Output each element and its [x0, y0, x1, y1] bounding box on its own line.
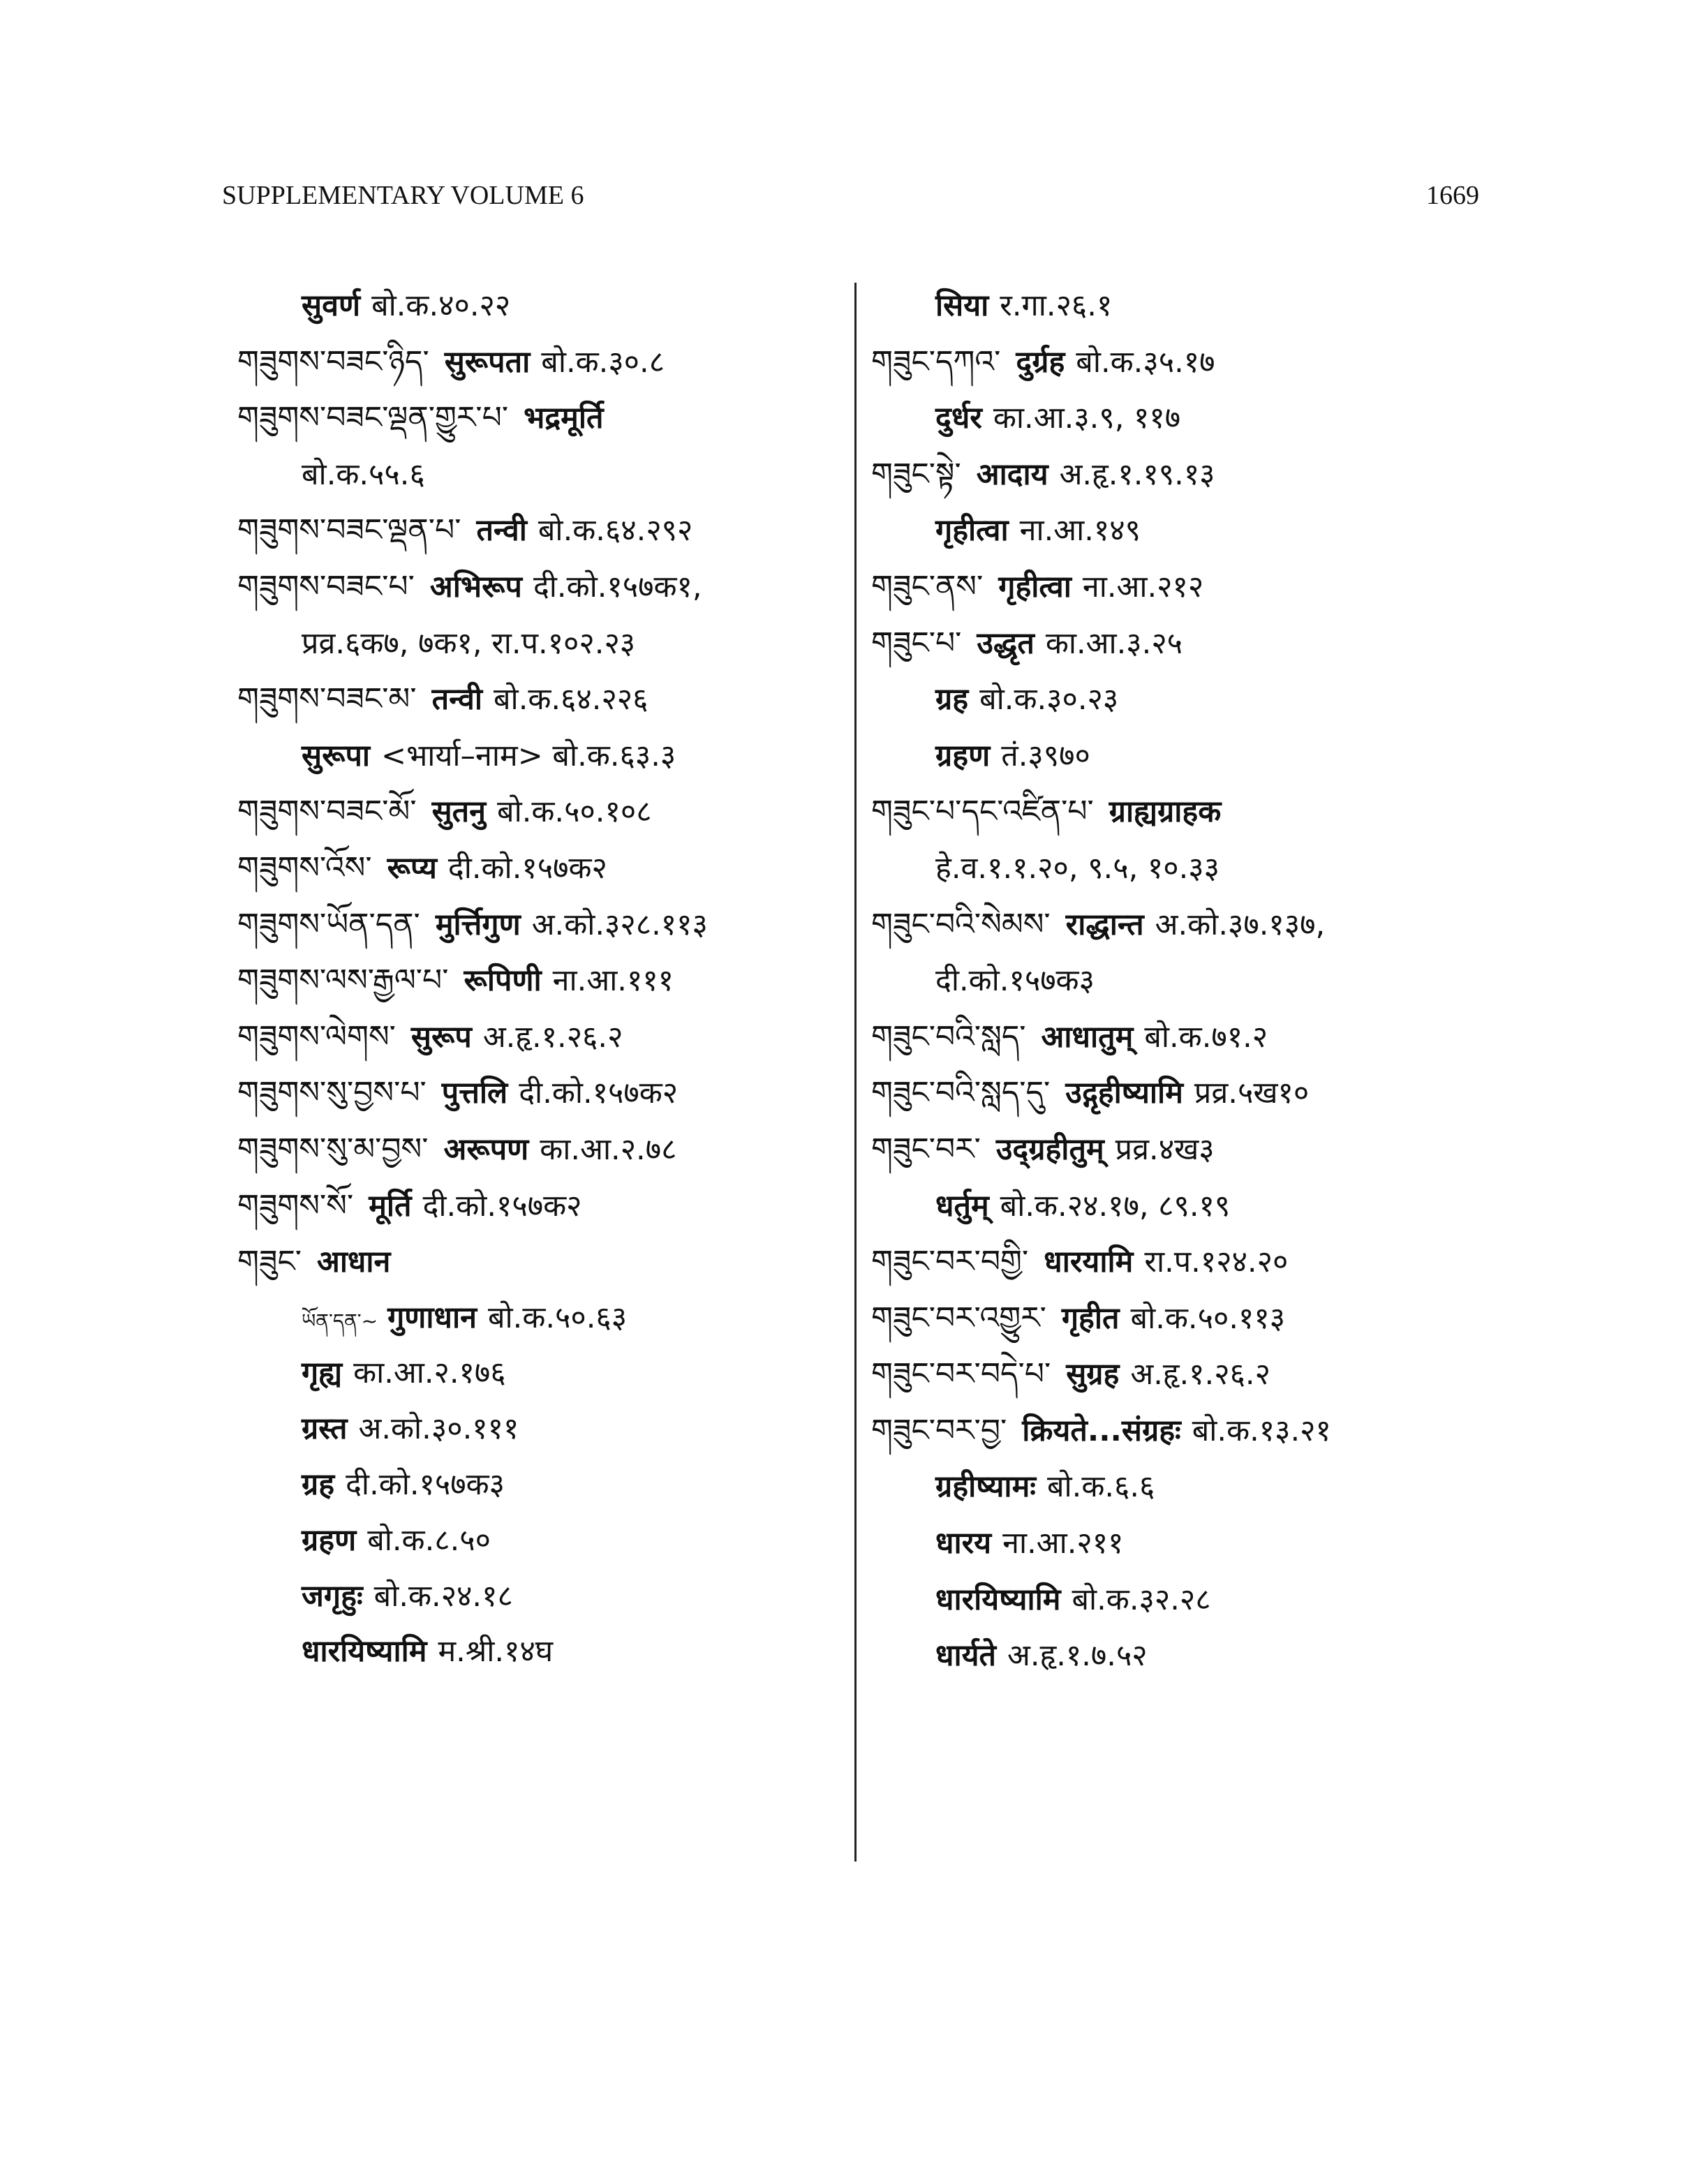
tibetan-compound-prefix: ཡོན་དན་~ — [302, 1309, 378, 1332]
left-column — [237, 278, 838, 1680]
tibetan-headword: གཟུགས་བཟང་ཉིད་ — [237, 343, 429, 380]
source-reference: बो.क.५५.६ — [302, 456, 425, 492]
tibetan-headword: གཟུང་ — [237, 1244, 302, 1280]
sanskrit-equivalent: सुरूपा — [302, 738, 371, 773]
source-reference: अ.हृ.१.७.५२ — [1007, 1638, 1148, 1674]
dictionary-entry — [237, 1291, 838, 1346]
sanskrit-equivalent: गृहीत्वा — [935, 513, 1009, 549]
tibetan-headword: གཟུང་ནས་ — [871, 568, 984, 604]
source-reference: बो.क.६४.२९२ — [538, 513, 693, 549]
source-reference: बो.क.५०.६३ — [487, 1300, 628, 1335]
sanskrit-equivalent: सुरूप — [410, 1019, 472, 1055]
sanskrit-equivalent: दुर्ग्रह — [1016, 344, 1065, 380]
dictionary-entry — [237, 1457, 838, 1513]
source-reference: बो.क.३०.८ — [541, 344, 665, 380]
sanskrit-equivalent: धर्तुम् — [935, 1188, 989, 1224]
dictionary-entry — [237, 1346, 838, 1402]
sanskrit-equivalent: पुत्तलि — [441, 1076, 508, 1111]
dictionary-entry — [871, 1459, 1499, 1515]
source-reference: दी.को.१५७क२ — [447, 850, 607, 886]
source-reference: म.श्री.१४घ — [438, 1634, 554, 1670]
sanskrit-equivalent: अरूपण — [443, 1131, 529, 1167]
sanskrit-equivalent: उद्धृत — [977, 625, 1035, 661]
source-reference: बो.क.६.६ — [1046, 1469, 1155, 1505]
dictionary-entry — [237, 671, 838, 728]
tibetan-headword: གཟུགས་སུ་བྱས་པ་ — [237, 1075, 427, 1111]
source-reference: अ.हृ.१.१९.१३ — [1059, 456, 1215, 492]
source-reference: बो.क.४०.२२ — [371, 288, 511, 323]
source-reference: रा.प.१२४.२० — [1144, 1245, 1289, 1280]
source-reference: का.आ.३.२५ — [1045, 625, 1183, 661]
dictionary-entry — [237, 897, 838, 953]
sanskrit-equivalent: तन्वी — [476, 513, 527, 549]
sanskrit-equivalent: ग्रह — [302, 1467, 335, 1503]
dictionary-entry — [871, 840, 1499, 897]
dictionary-entry — [871, 1403, 1499, 1459]
dictionary-entry — [871, 1628, 1499, 1684]
source-reference: हे.व.१.१.२०, ९.५, १०.३३ — [935, 850, 1220, 886]
source-reference: ना.आ.१११ — [552, 963, 674, 999]
source-reference: प्रव्र.४ख३ — [1115, 1131, 1215, 1167]
source-reference: बो.क.५०.१०८ — [497, 794, 652, 830]
source-reference: अ.को.३०.१११ — [358, 1411, 519, 1447]
source-reference: बो.क.२४.१७, ८९.१९ — [1000, 1188, 1231, 1224]
sanskrit-equivalent: आधान — [316, 1245, 391, 1280]
tibetan-headword: གཟུགས་བཟང་མོ་ — [237, 794, 417, 830]
tibetan-headword: གཟུང་དཀའ་ — [871, 343, 1001, 380]
source-reference: बो.क.६४.२२६ — [494, 682, 648, 718]
dictionary-entry — [871, 1234, 1499, 1291]
dictionary-entry — [871, 503, 1499, 559]
source-reference: अ.हृ.१.२६.२ — [482, 1019, 623, 1055]
sanskrit-equivalent: धारयिष्यामि — [302, 1634, 427, 1670]
source-reference: अ.हृ.१.२६.२ — [1130, 1357, 1270, 1392]
source-reference: दी.को.१५७क२ — [422, 1188, 582, 1224]
dictionary-entry — [871, 1515, 1499, 1572]
page-number: 1669 — [1426, 181, 1479, 210]
dictionary-entry — [237, 1178, 838, 1235]
dictionary-entry — [871, 1009, 1499, 1066]
running-title: SUPPLEMENTARY VOLUME 6 — [222, 181, 584, 210]
dictionary-entry — [237, 953, 838, 1009]
dictionary-entry — [237, 1624, 838, 1680]
sanskrit-equivalent: जगृहुः — [302, 1578, 363, 1614]
sanskrit-equivalent: धारयिष्यामि — [935, 1582, 1061, 1617]
dictionary-entry — [237, 1122, 838, 1178]
sanskrit-equivalent: सुरूपता — [444, 344, 531, 380]
dictionary-entry — [237, 334, 838, 391]
dictionary-entry — [871, 1346, 1499, 1403]
dictionary-entry — [237, 559, 838, 616]
tibetan-headword: གཟུགས་ལས་རྒྱལ་པ་ — [237, 963, 449, 999]
dictionary-entry — [871, 278, 1499, 334]
tibetan-headword: གཟུང་པ་དང་འཛིན་པ་ — [871, 794, 1094, 830]
source-reference: बो.क.३२.२८ — [1072, 1582, 1211, 1617]
tibetan-headword: གཟུང་བའི་སླད་དུ་ — [871, 1075, 1051, 1111]
dictionary-entry — [871, 616, 1499, 672]
tibetan-headword: གཟུགས་བཟང་ལྡན་གྱུར་པ་ — [237, 400, 509, 436]
dictionary-entry — [237, 840, 838, 897]
sanskrit-equivalent: मूर्ति — [369, 1188, 412, 1224]
source-reference: दी.को.१५७क३ — [935, 963, 1095, 999]
dictionary-entry — [871, 671, 1499, 728]
sanskrit-equivalent: भद्रमूर्ति — [524, 401, 604, 436]
dictionary-entry — [237, 1234, 838, 1291]
sanskrit-equivalent: दुर्धर — [935, 401, 982, 436]
sanskrit-equivalent: आधातुम् — [1041, 1019, 1134, 1055]
tibetan-headword: གཟུང་སྟེ་ — [871, 456, 961, 492]
source-reference: प्रव्र.५ख१० — [1194, 1076, 1310, 1111]
tibetan-headword: གཟུགས་བཟང་ལྡན་པ་ — [237, 512, 461, 549]
sanskrit-equivalent: गृहीत — [1061, 1300, 1120, 1336]
tibetan-headword: གཟུང་བར་བདེ་པ་ — [871, 1356, 1051, 1392]
dictionary-entry — [237, 1009, 838, 1066]
dictionary-entry — [871, 1291, 1499, 1347]
tibetan-headword: གཟུང་བའི་སེམས་ — [871, 906, 1051, 942]
dictionary-entry — [237, 1513, 838, 1569]
sanskrit-equivalent: धार्यते — [935, 1638, 997, 1674]
sanskrit-equivalent: ग्रह — [935, 682, 969, 718]
source-reference: दी.को.१५७क१, — [533, 569, 702, 604]
dictionary-entry — [871, 784, 1499, 840]
sanskrit-equivalent: मुर्त्तिगुण — [435, 907, 521, 942]
source-reference: बो.क.१३.२१ — [1192, 1413, 1331, 1448]
sanskrit-equivalent: आदाय — [976, 456, 1048, 492]
source-reference: का.आ.२.१७६ — [353, 1355, 506, 1391]
dictionary-entry — [871, 390, 1499, 447]
dictionary-entry — [237, 1402, 838, 1457]
dictionary-entry — [871, 1122, 1499, 1178]
dictionary-entry — [237, 728, 838, 785]
tibetan-headword: གཟུང་བར་བགྱི་ — [871, 1244, 1029, 1280]
dictionary-entry — [871, 559, 1499, 616]
source-reference: अ.को.३२८.११३ — [531, 907, 708, 942]
sanskrit-equivalent: सुवर्ण — [302, 288, 361, 323]
source-reference: ना.आ.१४९ — [1019, 513, 1141, 549]
tibetan-headword: གཟུགས་བཟང་པ་ — [237, 568, 415, 604]
source-reference: दी.को.१५७क३ — [346, 1467, 505, 1503]
tibetan-headword: གཟུང་བའི་སླད་ — [871, 1018, 1026, 1055]
dictionary-entry — [237, 278, 838, 334]
source-reference: प्रव्र.६क७, ७क१, रा.प.१०२.२३ — [302, 625, 636, 661]
dictionary-entry — [871, 1572, 1499, 1628]
source-reference: बो.क.५०.११३ — [1130, 1300, 1286, 1336]
sanskrit-equivalent: गृह्य — [302, 1355, 343, 1391]
dictionary-entry — [237, 784, 838, 840]
tibetan-headword: གཟུགས་ལེགས་ — [237, 1018, 396, 1055]
page-header — [222, 174, 1479, 216]
dictionary-entry — [237, 390, 838, 447]
dictionary-entry — [871, 334, 1499, 391]
sanskrit-equivalent: सुतनु — [431, 794, 487, 830]
tibetan-headword: གཟུགས་སུ་མ་བྱས་ — [237, 1131, 429, 1167]
dictionary-entry — [871, 447, 1499, 503]
source-reference: र.गा.२६.१ — [1000, 288, 1113, 323]
sanskrit-equivalent: सुग्रह — [1066, 1357, 1120, 1392]
tibetan-headword: གཟུང་བར་བྱ་ — [871, 1412, 1007, 1448]
sanskrit-equivalent: ग्रस्त — [302, 1411, 348, 1447]
dictionary-entry — [871, 1178, 1499, 1235]
sanskrit-equivalent: क्रियते...संग्रहः — [1022, 1413, 1181, 1448]
source-reference: ना.आ.२११ — [1002, 1526, 1124, 1561]
source-reference: बो.क.२४.१८ — [373, 1578, 513, 1614]
dictionary-entry — [871, 1065, 1499, 1122]
dictionary-entry — [871, 953, 1499, 1009]
dictionary-entry — [237, 503, 838, 559]
source-reference: बो.क.३०.२३ — [979, 682, 1119, 718]
dictionary-entry — [237, 616, 838, 672]
sanskrit-equivalent: गुणाधान — [387, 1300, 477, 1335]
source-reference: बो.क.८.५० — [367, 1522, 491, 1558]
source-reference: <भार्या–नाम> बो.क.६३.३ — [381, 738, 676, 773]
right-column — [871, 278, 1499, 1684]
source-reference: तं.३९७० — [1001, 738, 1090, 773]
source-reference: का.आ.३.९, ११७ — [993, 401, 1181, 436]
sanskrit-equivalent: उद्ग्रहीतुम् — [995, 1131, 1104, 1167]
sanskrit-equivalent: राद्धान्त — [1065, 907, 1144, 942]
sanskrit-equivalent: अभिरूप — [429, 569, 522, 604]
sanskrit-equivalent: ग्रहीष्यामः — [935, 1469, 1036, 1505]
tibetan-headword: གཟུགས་འོས་ — [237, 849, 372, 886]
dictionary-entry — [237, 1569, 838, 1625]
sanskrit-equivalent: उद्गृहीष्यामि — [1065, 1076, 1183, 1111]
source-reference: का.आ.२.७८ — [540, 1131, 677, 1167]
sanskrit-equivalent: ग्रहण — [935, 738, 991, 773]
dictionary-entry — [871, 728, 1499, 785]
sanskrit-equivalent: धारय — [935, 1526, 992, 1561]
source-reference: बो.क.७१.२ — [1144, 1019, 1268, 1055]
sanskrit-equivalent: ग्राह्यग्राहक — [1109, 794, 1222, 830]
source-reference: अ.को.३७.१३७, — [1155, 907, 1326, 942]
source-reference: ना.आ.२१२ — [1082, 569, 1204, 604]
tibetan-headword: གཟུགས་ཡོན་དན་ — [237, 906, 420, 942]
tibetan-headword: གཟུང་པ་ — [871, 625, 962, 661]
sanskrit-equivalent: ग्रहण — [302, 1522, 357, 1558]
column-divider — [854, 283, 857, 1862]
sanskrit-equivalent: तन्वी — [431, 682, 482, 718]
source-reference: बो.क.३५.१७ — [1076, 344, 1215, 380]
source-reference: दी.को.१५७क२ — [519, 1076, 679, 1111]
sanskrit-equivalent: रूप्य — [387, 850, 437, 886]
sanskrit-equivalent: गृहीत्वा — [998, 569, 1072, 604]
sanskrit-equivalent: रूपिणी — [464, 963, 542, 999]
dictionary-entry — [871, 897, 1499, 953]
sanskrit-equivalent: धारयामि — [1044, 1245, 1134, 1280]
tibetan-headword: གཟུང་བར་འགྱུར་ — [871, 1300, 1046, 1336]
dictionary-entry — [237, 1065, 838, 1122]
tibetan-headword: གཟུགས་བཟང་མ་ — [237, 681, 417, 718]
sanskrit-equivalent: सिया — [935, 288, 989, 323]
tibetan-headword: གཟུགས་སོ་ — [237, 1187, 354, 1224]
dictionary-entry — [237, 447, 838, 503]
tibetan-headword: གཟུང་བར་ — [871, 1131, 981, 1167]
